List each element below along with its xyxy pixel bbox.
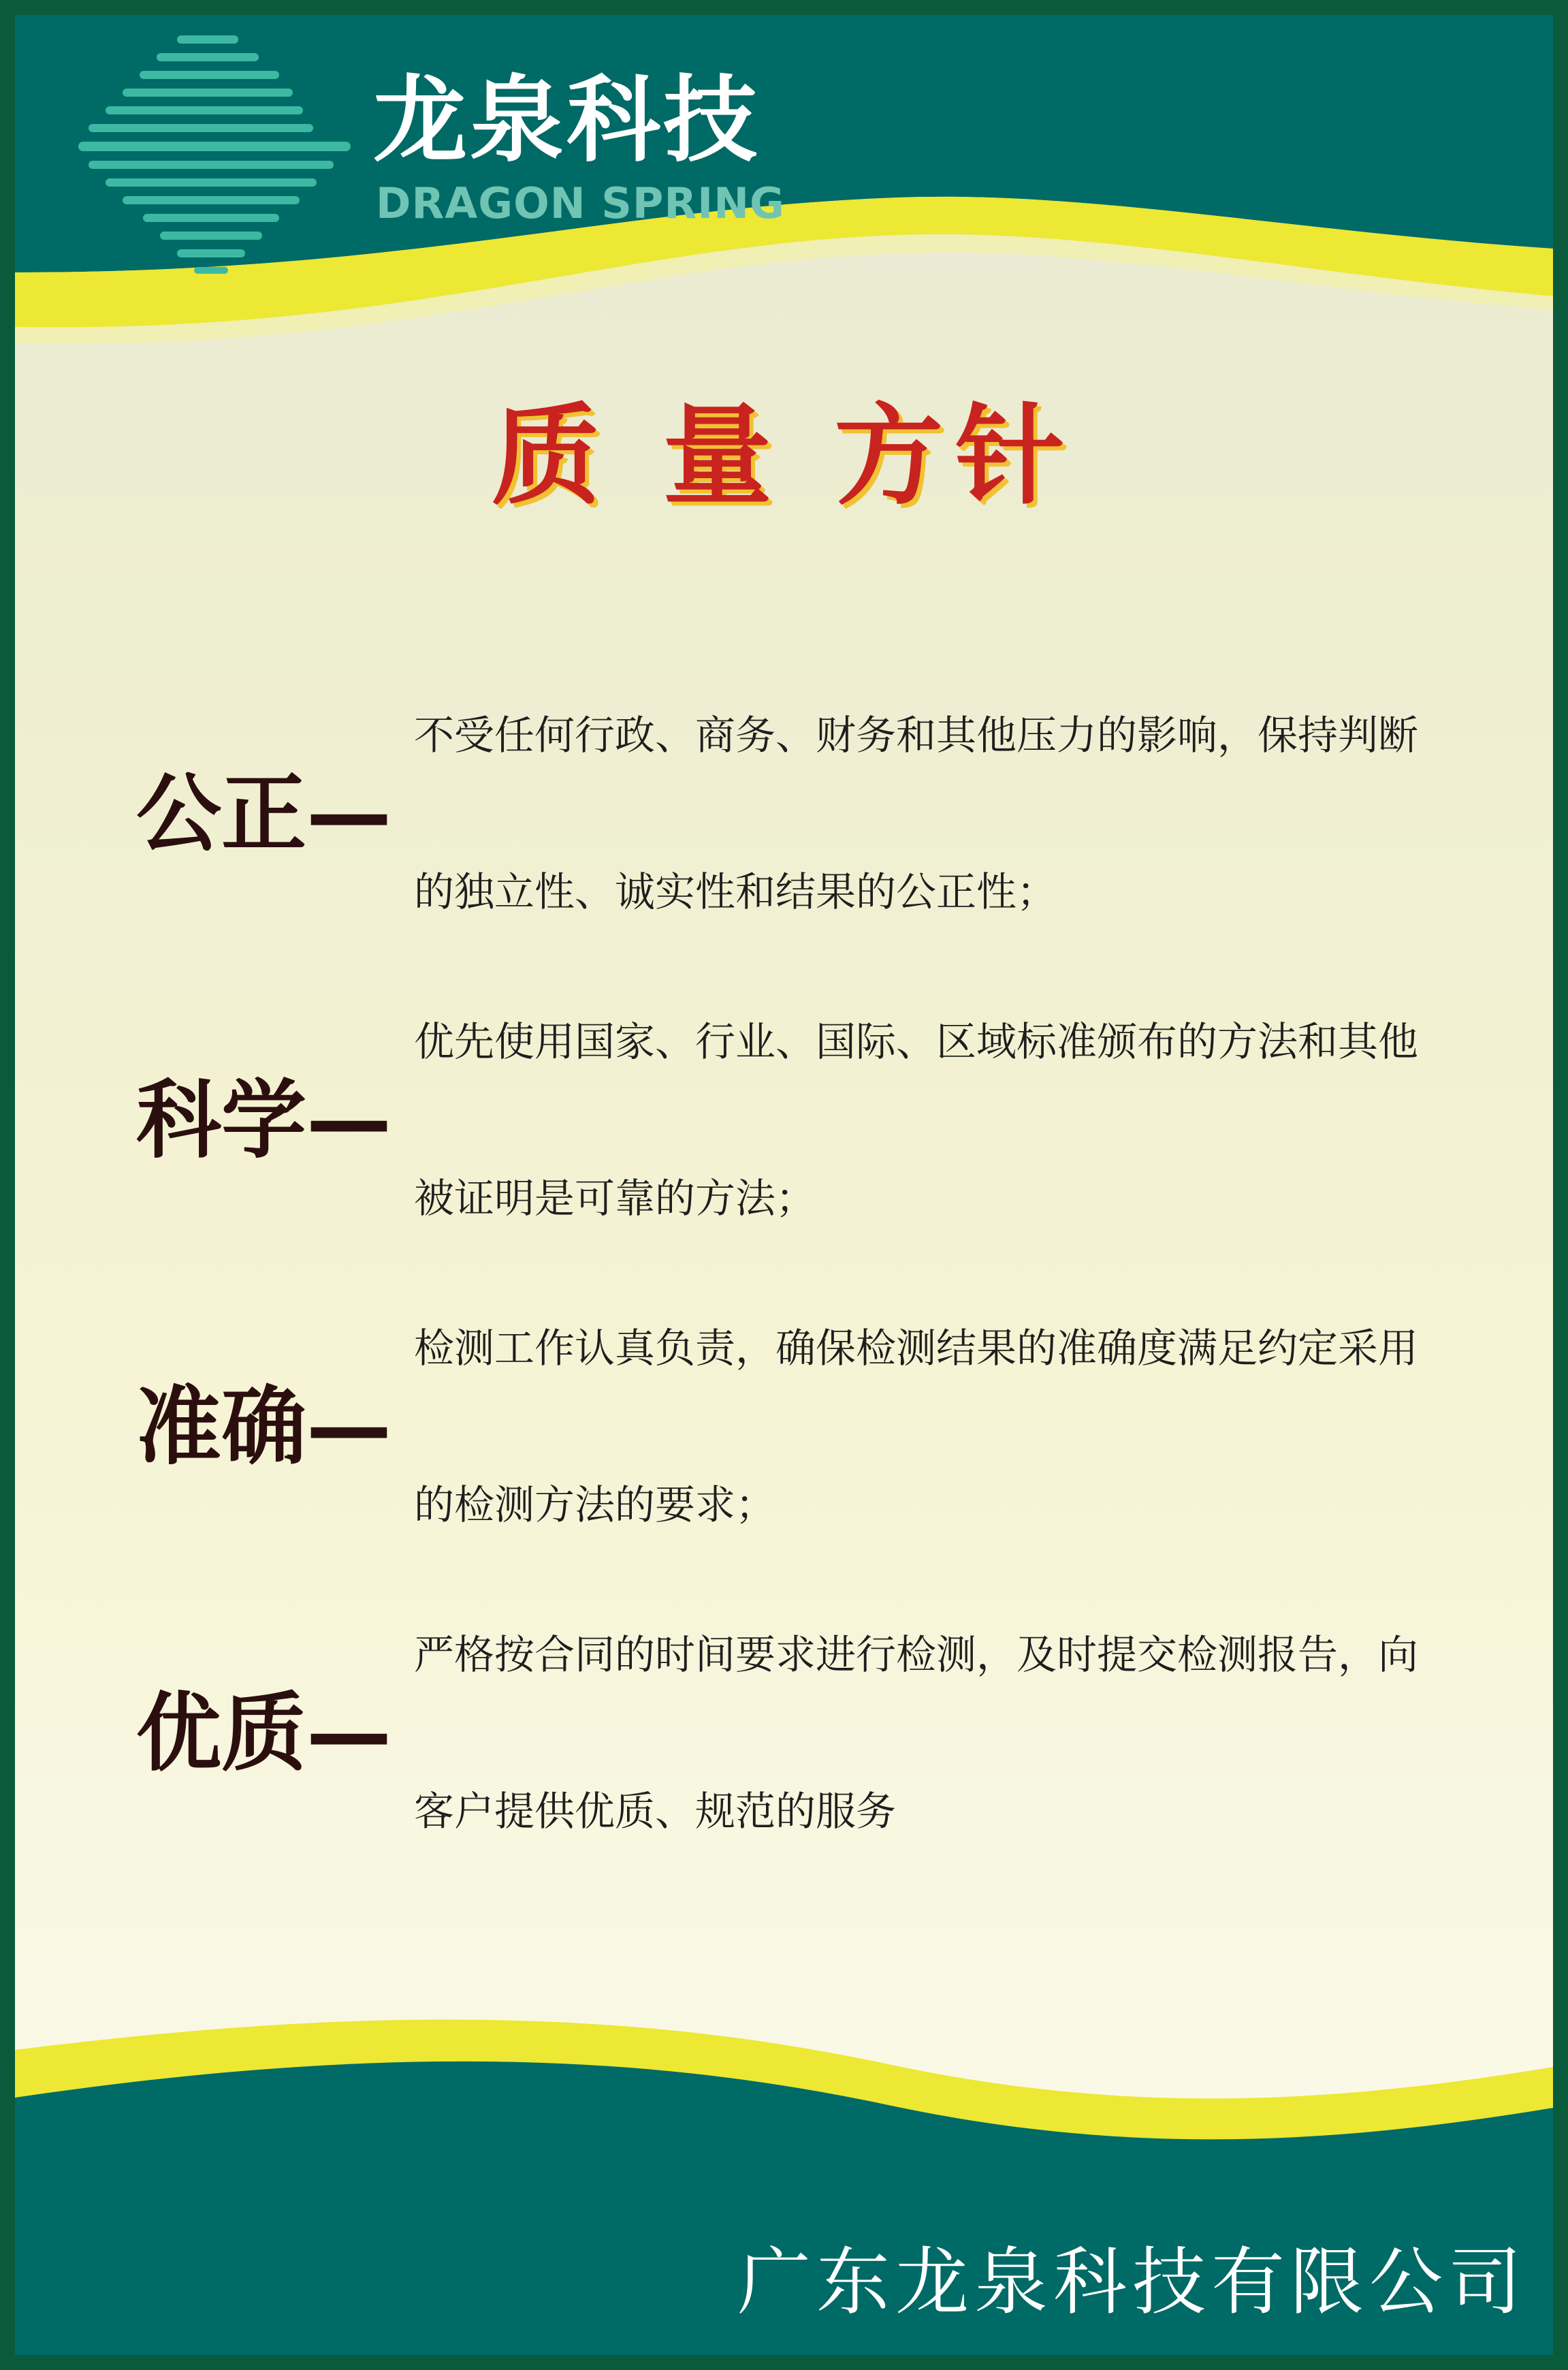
policy-key: 公正— [136,764,391,864]
page-title: 质 量 方针 [491,392,1077,520]
brand-name-en: DRAGON SPRING [376,178,785,228]
policy-key: 优质— [136,1684,391,1783]
policy-line: 客户提供优质、规范的服务 [414,1788,897,1835]
policy-line: 的独立性、诚实性和结果的公正性； [414,868,1057,915]
policy-key: 科学— [136,1071,391,1170]
policy-line: 的检测方法的要求； [414,1481,776,1528]
company-name-footer: 广东龙泉科技有限公司 [737,2240,1527,2325]
policy-description [414,1624,1435,1842]
policy-description [414,1318,1435,1536]
brand-name-cn: 龙泉科技 [373,65,761,175]
policy-item-accuracy [0,1318,1568,1536]
policy-key: 准确— [136,1377,391,1476]
policy-line: 不受任何行政、商务、财务和其他压力的影响，保持判断 [414,712,1419,759]
policy-line: 严格按合同的时间要求进行检测，及时提交检测报告，向 [414,1631,1419,1678]
policy-item-quality [0,1624,1568,1842]
policy-item-science [0,1011,1568,1229]
policy-line: 检测工作认真负责，确保检测结果的准确度满足约定采用 [414,1325,1419,1372]
policy-description [414,705,1435,923]
policy-line: 优先使用国家、行业、国际、区域标准颁布的方法和其他 [414,1018,1419,1065]
policy-item-fairness [0,705,1568,923]
policy-description [414,1011,1435,1229]
dragon-spring-logo-icon [75,27,361,286]
policy-line: 被证明是可靠的方法； [414,1175,816,1222]
